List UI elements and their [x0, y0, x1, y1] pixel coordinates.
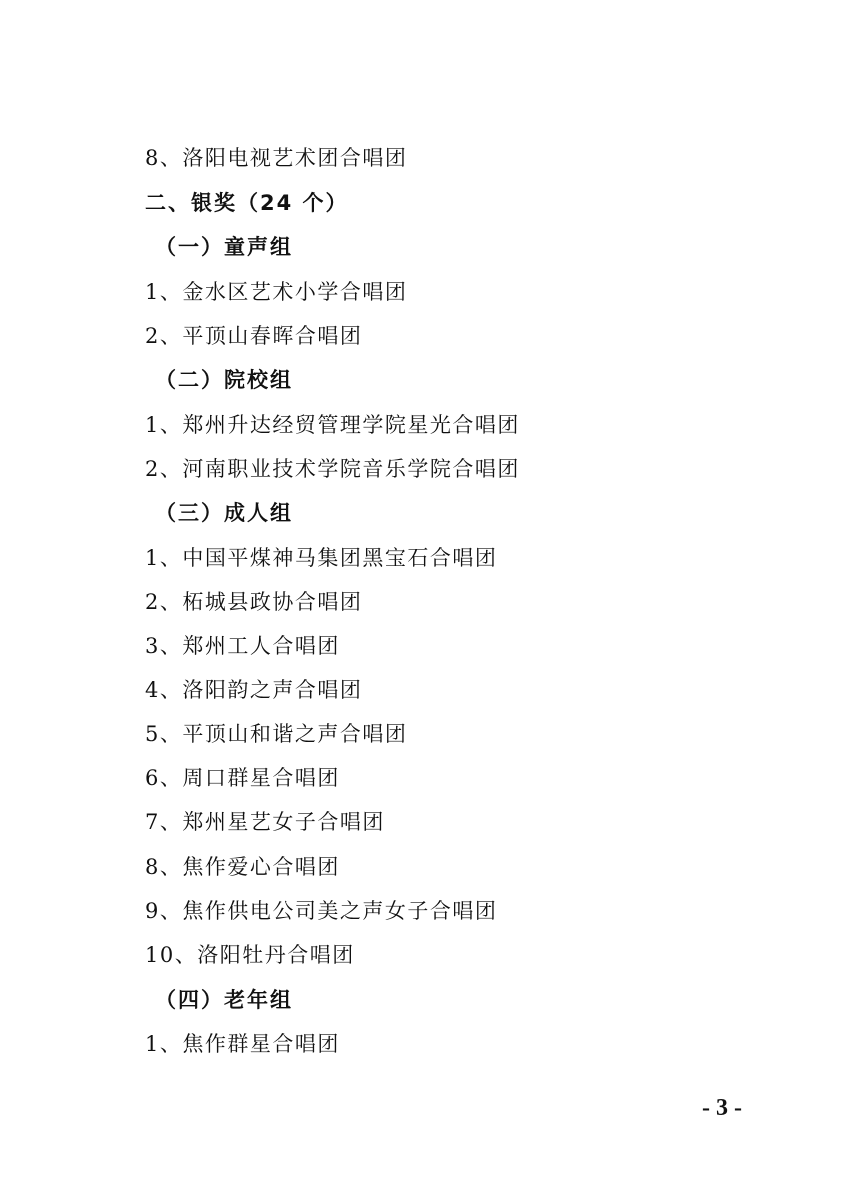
list-item: 8、焦作爱心合唱团	[145, 855, 340, 879]
group-heading-senior: （四）老年组	[155, 988, 293, 1012]
list-item: 8、洛阳电视艺术团合唱团	[145, 146, 408, 170]
list-item: 1、中国平煤神马集团黑宝石合唱团	[145, 546, 498, 570]
list-item: 1、郑州升达经贸管理学院星光合唱团	[145, 413, 520, 437]
group-heading-children: （一）童声组	[155, 235, 293, 259]
list-item: 5、平顶山和谐之声合唱团	[145, 722, 408, 746]
list-item: 6、周口群星合唱团	[145, 766, 340, 790]
section-heading-silver: 二、银奖（24 个）	[145, 191, 349, 215]
list-item: 7、郑州星艺女子合唱团	[145, 810, 385, 834]
list-item: 9、焦作供电公司美之声女子合唱团	[145, 899, 498, 923]
page-number: - 3 -	[702, 1095, 742, 1121]
list-item: 2、河南职业技术学院音乐学院合唱团	[145, 457, 520, 481]
list-item: 1、金水区艺术小学合唱团	[145, 280, 408, 304]
group-heading-college: （二）院校组	[155, 368, 293, 392]
list-item: 10、洛阳牡丹合唱团	[145, 943, 355, 967]
list-item: 4、洛阳韵之声合唱团	[145, 678, 363, 702]
list-item: 2、柘城县政协合唱团	[145, 590, 363, 614]
group-heading-adult: （三）成人组	[155, 501, 293, 525]
list-item: 3、郑州工人合唱团	[145, 634, 340, 658]
list-item: 2、平顶山春晖合唱团	[145, 324, 363, 348]
list-item: 1、焦作群星合唱团	[145, 1032, 340, 1056]
